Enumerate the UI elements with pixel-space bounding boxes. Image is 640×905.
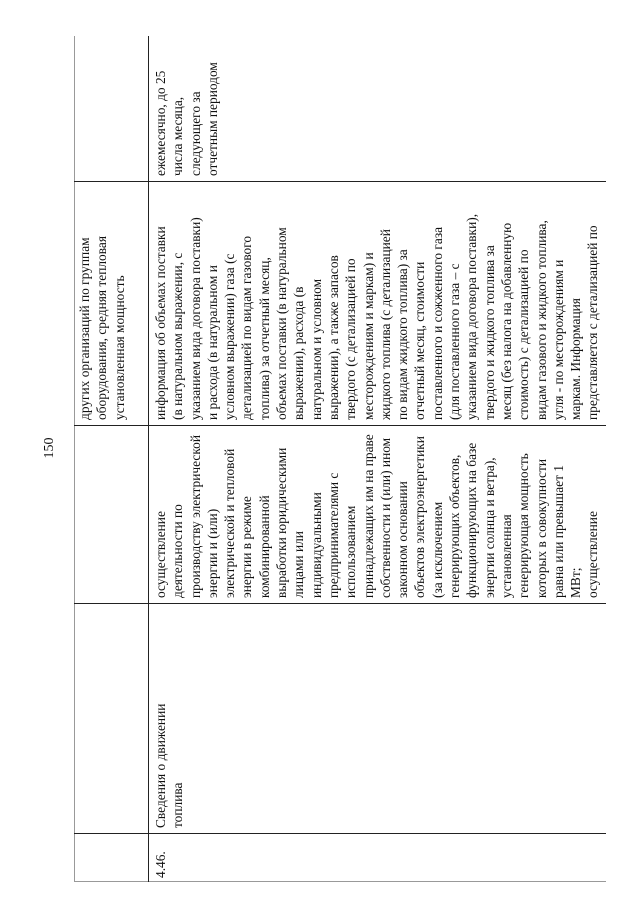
text-line: осуществление [585,511,601,598]
text-line: месяц (без налога на добавленную [498,222,514,420]
text-line: объектов электроэнергетики [412,436,428,598]
text-line: угля - по месторождениям и [550,259,566,420]
text-line: выражении), расхода (в [291,286,307,420]
table-rotated [74,36,606,882]
text-line: производству электрической [187,434,203,598]
text-line: индивидуальными [308,492,324,598]
text-line: объемах поставки (в натуральном [274,227,290,420]
text-line: детализацией по видам газового [239,235,255,420]
text-line: по видам жидкого топлива) за [395,249,411,420]
text-line: которых в совокупности [533,458,549,598]
text-line: представляется с детализацией по [585,225,601,420]
text-line: равна или превышает 1 [550,465,566,598]
text-line: твердого и жидкого топлива за [481,245,497,420]
text-line: (для поставленного газа – с [447,263,463,420]
text-line: других организаций по группам [77,237,92,420]
text-line: оборудования, средняя тепловая [94,236,110,420]
text-line: топлива) за отчетный месяц, [256,257,272,420]
text-line: указанием вида договора поставки) [187,217,203,420]
text-line: поставленного и сожженного газа [429,226,445,420]
text-line: деятельности по [170,504,186,598]
text-line: функционирующих на базе [464,442,480,598]
text-line: осуществление [153,511,168,598]
text-line: маркам. Информация [568,298,584,420]
text-line: энергии солнца и ветра), [481,457,497,598]
text-line: выработки юридическими [274,447,290,598]
text-line: комбинированной [256,495,272,598]
text-line: генерирующих объектов, [447,454,463,598]
row-title [152,704,187,828]
text-line: энергии и (или) [204,508,220,598]
text-line: стоимость) с детализацией по [516,249,532,420]
text-line: топлива [170,782,186,828]
text-line: законном основании [395,481,411,598]
text-line: принадлежащих им на праве [360,434,376,598]
text-line: жидкого топлива (с детализацией [377,229,393,420]
col-divider-1 [74,833,606,834]
text-line: месторождениям и маркам) и [360,252,376,420]
row-subject [152,434,602,598]
row-number [152,851,169,878]
text-line: использованием [343,505,359,598]
row-number-text: 4.46. [153,851,168,878]
document-page [74,36,606,882]
row-divider [148,36,149,882]
row-period [152,62,221,176]
text-line: информация об объемах поставки [153,226,168,420]
row-content [152,214,602,420]
top-row-content [76,236,128,420]
text-line: указанием вида договора поставки), [464,213,480,420]
text-line: установленная мощность [111,275,127,420]
text-line: следующего за [187,91,203,176]
text-line: твердого (с детализацией по [343,258,359,420]
text-line: МВт; [568,567,584,598]
text-line: предпринимателями с [325,472,341,598]
text-line: генерирующая мощность [516,453,532,598]
text-line: лицами или [291,531,307,598]
text-line: отчетный месяц, стоимости [412,261,428,420]
text-line: энергии в режиме [239,496,255,598]
text-line: отчетным периодом [204,62,220,176]
text-line: (за исключением [429,501,445,598]
text-line: ежемесячно, до 25 [153,70,168,176]
page-number: 150 [42,437,57,459]
text-line: условном выражении) газа (с [222,253,238,420]
text-line: (в натуральном выражении, с [170,252,186,420]
text-line: числа месяца, [170,96,186,176]
text-line: видам газового и жидкого топлива, [533,220,549,420]
text-line: электрической и тепловой [222,448,238,598]
text-line: установленная [498,514,514,598]
text-line: собственности и (или) ином [377,437,393,598]
col-divider-4 [74,181,606,182]
text-line: Сведения о движении [153,703,168,828]
text-line: выражении), а также запасов [325,255,341,420]
col-divider-3 [74,425,606,426]
col-divider-2 [74,603,606,604]
text-line: натуральном и условном [308,278,324,420]
text-line: и расхода (в натуральном и [204,265,220,420]
